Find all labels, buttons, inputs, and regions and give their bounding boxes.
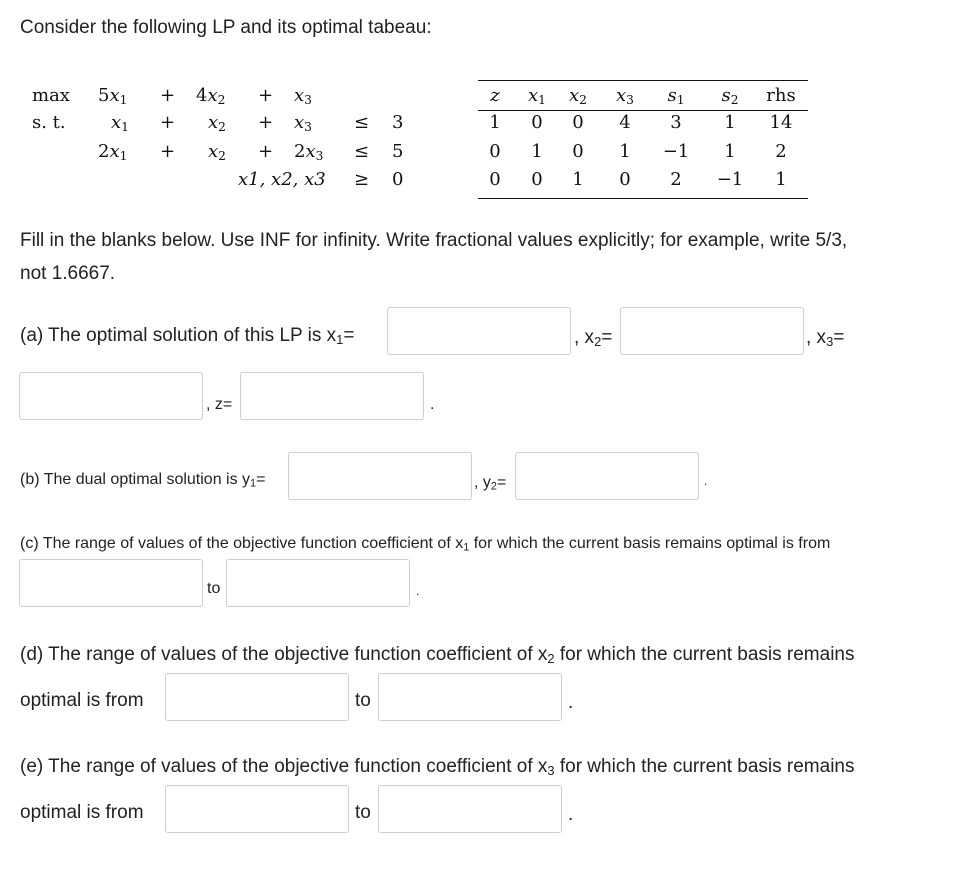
nonneg-vars: x1, x2, x3 [238, 169, 326, 190]
z-answer-input[interactable] [240, 372, 424, 420]
instructions-line-1: Fill in the blanks below. Use INF for infinity. Write fractional values explicitly; for example, write 5/3, [20, 230, 848, 251]
part-a-z-label: , z= [206, 396, 233, 413]
tableau-cell: 0 [531, 169, 543, 190]
x1-answer-input[interactable] [387, 307, 571, 355]
obj-term-1: $5x_1$ [98, 85, 128, 108]
obj-term-2: $4x_2$ [196, 85, 226, 108]
tableau-cell: 1 [724, 141, 736, 162]
e-to-answer-input[interactable] [378, 785, 562, 833]
part-c-end: . [416, 584, 420, 598]
c1-rhs: 3 [392, 112, 404, 133]
c2-term-3: $2x_3$ [294, 141, 324, 164]
c2-term-1: $2x_1$ [98, 141, 128, 164]
tableau-cell: 1 [775, 169, 787, 190]
tableau-cell: 0 [572, 112, 584, 133]
tableau-cell: 0 [531, 112, 543, 133]
c1-term-1: $x_1$ [111, 112, 129, 135]
tableau-cell: 14 [769, 112, 793, 133]
part-d-line-2: optimal is from [20, 690, 144, 711]
max-label: max [32, 85, 70, 106]
part-c-text: (c) The range of values of the objective function coefficient of $x_1$ for which the current basis remains optimal is from [20, 535, 831, 554]
obj-plus-1: + [160, 85, 176, 106]
tableau-cell: 0 [489, 169, 501, 190]
part-e-end: . [568, 804, 574, 825]
st-label: s. t. [32, 112, 66, 133]
part-c-to-label: to [207, 580, 221, 597]
tableau-cell: 2 [670, 169, 682, 190]
part-a-x2-label: , $x_2=$ [574, 327, 613, 350]
tableau-cell: 1 [489, 112, 501, 133]
instructions-line-2: not 1.6667. [20, 263, 116, 284]
part-a-x3-label: , $x_3=$ [806, 327, 845, 350]
c1-plus-2: + [258, 112, 274, 133]
tableau-cell: −1 [716, 169, 744, 190]
tableau-cell: 4 [619, 112, 631, 133]
d-from-answer-input[interactable] [165, 673, 349, 721]
c-to-answer-input[interactable] [226, 559, 410, 607]
part-b-prefix: (b) The dual optimal solution is $y_1=$ [20, 471, 266, 490]
tableau-cell: 0 [489, 141, 501, 162]
c2-plus-1: + [160, 141, 176, 162]
part-d-text: (d) The range of values of the objective function coefficient of $x_2$ for which the current basis remains [20, 644, 855, 667]
tableau-cell: 1 [572, 169, 584, 190]
obj-plus-2: + [258, 85, 274, 106]
part-e-line-2: optimal is from [20, 802, 144, 823]
part-b-end: . [704, 474, 708, 488]
part-d-end: . [568, 692, 574, 713]
tableau-header-1: $x_1$ [528, 85, 546, 108]
tableau-header-3: $x_3$ [616, 85, 634, 108]
tableau-cell: 1 [531, 141, 543, 162]
part-a-prefix: (a) The optimal solution of this LP is $x_1=$ [20, 325, 355, 348]
nonneg-rhs: 0 [392, 169, 404, 190]
tableau-cell: 0 [572, 141, 584, 162]
tableau-header-4: $s_1$ [667, 85, 685, 108]
tableau-header-2: $x_2$ [569, 85, 587, 108]
e-from-answer-input[interactable] [165, 785, 349, 833]
part-a-end: . [430, 396, 435, 413]
tableau-rule [478, 110, 808, 111]
c-from-answer-input[interactable] [19, 559, 203, 607]
tableau-cell: 1 [619, 141, 631, 162]
part-e-to-label: to [355, 802, 371, 823]
c1-plus-1: + [160, 112, 176, 133]
part-b-y2-label: , $y_2=$ [474, 474, 507, 493]
c2-term-2: $x_2$ [208, 141, 226, 164]
tableau-header-0: z [490, 85, 500, 106]
y1-answer-input[interactable] [288, 452, 472, 500]
obj-term-3: $x_3$ [294, 85, 312, 108]
c1-term-3: $x_3$ [294, 112, 312, 135]
c1-relation: ≤ [354, 112, 370, 133]
c2-relation: ≤ [354, 141, 370, 162]
d-to-answer-input[interactable] [378, 673, 562, 721]
x3-answer-input[interactable] [19, 372, 203, 420]
tableau-cell: 3 [670, 112, 682, 133]
nonneg-relation: ≥ [354, 169, 370, 190]
part-e-text: (e) The range of values of the objective function coefficient of $x_3$ for which the current basis remains [20, 756, 855, 779]
tableau-cell: −1 [662, 141, 690, 162]
y2-answer-input[interactable] [515, 452, 699, 500]
tableau-rule [478, 80, 808, 81]
c2-rhs: 5 [392, 141, 404, 162]
c1-term-2: $x_2$ [208, 112, 226, 135]
tableau-header-5: $s_2$ [721, 85, 739, 108]
tableau-rule [478, 198, 808, 199]
c2-plus-2: + [258, 141, 274, 162]
tableau-cell: 1 [724, 112, 736, 133]
x2-answer-input[interactable] [620, 307, 804, 355]
tableau-cell: 2 [775, 141, 787, 162]
tableau-cell: 0 [619, 169, 631, 190]
intro-text: Consider the following LP and its optimal tabeau: [20, 17, 432, 38]
tableau-header-6: rhs [766, 85, 796, 106]
part-d-to-label: to [355, 690, 371, 711]
